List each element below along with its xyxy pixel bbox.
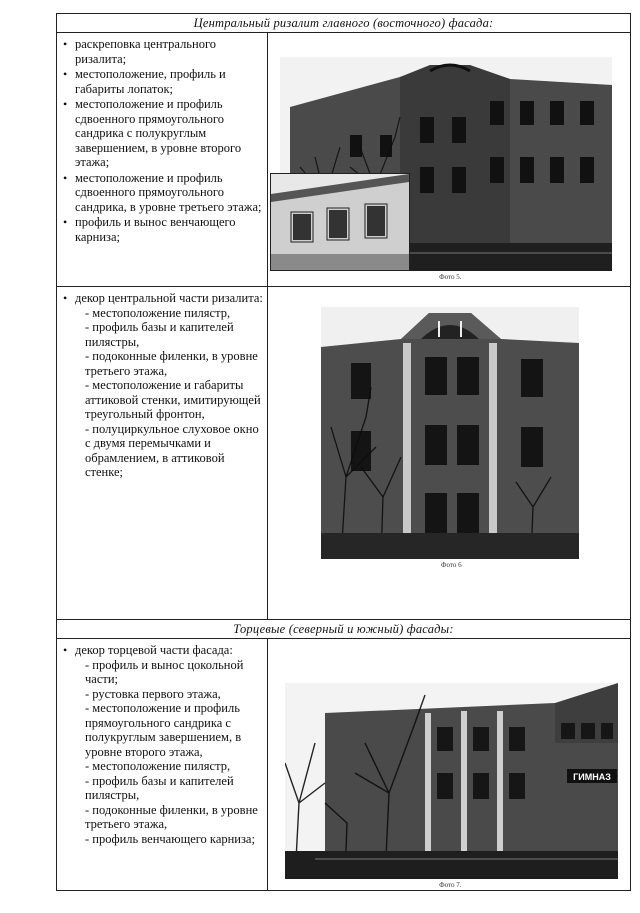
- row2-text-cell: [57, 287, 268, 620]
- row2-photo-cell: [268, 287, 631, 620]
- sub-item: - полуциркульное слуховое окно с двумя перемычками и обрамлением, в аттиковой стенке;: [85, 421, 259, 479]
- sub-item: - местоположение и габариты аттиковой стенки, имитирующей треугольный фронтон,: [85, 378, 261, 421]
- row3-subitems: [75, 658, 263, 847]
- photo-5-inset-detail: [270, 173, 410, 271]
- photo-5-caption: Фото 5.: [439, 273, 462, 281]
- list-item: • местоположение и профиль сдвоенного прямоугольного сандрика, в уровне третьего этажа;: [61, 171, 263, 215]
- list-item: [61, 291, 263, 480]
- row2-bullet-list: [57, 287, 267, 480]
- list-item: • раскреповка центрального ризалита;: [61, 37, 263, 66]
- sub-item: - местоположение пилястр,: [85, 305, 231, 320]
- section-header-central: [57, 14, 631, 33]
- sub-item: - профиль базы и капителей пилястры,: [85, 320, 234, 349]
- row3-text-cell: [57, 639, 268, 891]
- row1-text-cell: [57, 33, 268, 287]
- table-row-3: [57, 639, 631, 891]
- list-item: • местоположение, профиль и габариты лопаток;: [61, 67, 263, 96]
- table-row-1: [57, 33, 631, 287]
- sub-item: - местоположение пилястр,: [85, 759, 231, 773]
- table-row-2: [57, 287, 631, 620]
- sub-item: - рустовка первого этажа,: [85, 686, 221, 701]
- row2-lead: декор центральной части ризалита:: [75, 291, 263, 305]
- list-item: [61, 643, 263, 846]
- row3-bullet-list: [57, 639, 267, 846]
- heritage-elements-table: [56, 13, 631, 891]
- section-title-central: Центральный ризалит главного (восточного) фасада:: [57, 14, 631, 33]
- building-sign-text: ГИМНАЗ: [573, 772, 612, 782]
- photo-6-caption: Фото 6: [441, 561, 462, 569]
- row3-lead: декор торцевой части фасада:: [75, 643, 233, 657]
- sub-item: - профиль базы и капителей пилястры,: [85, 773, 234, 802]
- list-item: • профиль и вынос венчающего карниза;: [61, 215, 263, 244]
- sub-item: - профиль и вынос цокольной части;: [85, 657, 244, 686]
- section-header-end: [57, 620, 631, 639]
- sub-item: - профиль венчающего карниза;: [85, 831, 255, 846]
- sub-item: - подоконные филенки, в уровне третьего этажа,: [85, 802, 258, 831]
- row3-photo-cell: [268, 639, 631, 891]
- photo-7-end-facade: [285, 683, 618, 879]
- row1-photo-cell: [268, 33, 631, 287]
- list-item: • местоположение и профиль сдвоенного прямоугольного сандрика с полукруглым завершением, в уровне второго этажа;: [61, 97, 263, 170]
- photo-6-central-risalit: [321, 307, 579, 559]
- sub-item: - местоположение и профиль прямоугольного сандрика с полукруглым завершением, в уровне второго этажа,: [85, 701, 242, 759]
- row2-subitems: [75, 306, 263, 480]
- section-title-end: Торцевые (северный и южный) фасады:: [57, 620, 631, 639]
- photo-7-caption: Фото 7.: [439, 881, 462, 889]
- row1-bullet-list: [57, 33, 267, 244]
- sub-item: - подоконные филенки, в уровне третьего этажа,: [85, 349, 258, 378]
